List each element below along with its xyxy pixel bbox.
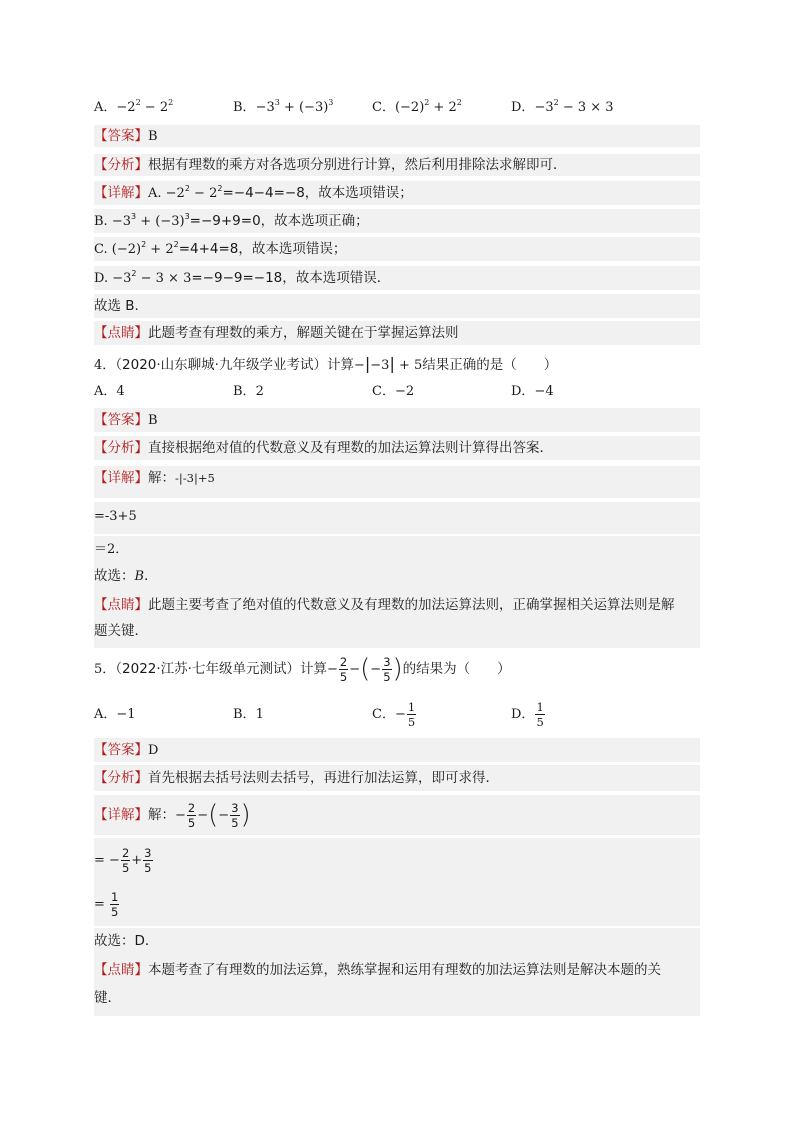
fraction — [110, 890, 119, 919]
comment-tag: 【点睛】 — [94, 597, 148, 613]
detail-text: =−9−9=−18，故本选项错误． — [191, 270, 391, 286]
question-math: − — [353, 358, 365, 373]
question-stem-tail: 结果正确的是（ ） — [422, 357, 558, 373]
detail-label: 解： — [148, 470, 175, 486]
exponent: 3 — [328, 98, 334, 107]
answer-tag: 【答案】 — [94, 742, 148, 758]
option-value: −1 — [116, 707, 136, 722]
option-expr: −3 — [255, 100, 275, 115]
denominator: 5 — [187, 815, 196, 830]
detail-prefix: C. — [94, 242, 112, 257]
detail-math: ＝2． — [94, 542, 129, 557]
denominator: 5 — [111, 904, 119, 919]
detail-math: −3 — [111, 214, 131, 229]
denominator: 5 — [231, 815, 239, 830]
exponent: 2 — [141, 240, 147, 249]
q4-detail-3 — [94, 536, 700, 564]
conclusion-text: 故选 B. — [94, 298, 139, 314]
numerator: 2 — [121, 845, 130, 860]
option-value: −2 — [394, 384, 415, 399]
answer-value: D — [148, 743, 159, 758]
exponent: 2 — [135, 98, 141, 107]
exponent: 3 — [184, 212, 190, 221]
detail-math: + 2 — [146, 242, 174, 257]
detail-text: =−9+9=0，故本选项正确； — [189, 213, 369, 229]
exponent: 2 — [131, 269, 137, 278]
option-letter: C． — [372, 707, 395, 722]
q3-answer — [94, 125, 700, 147]
option-expr: − 2 — [140, 100, 169, 115]
q3-comment — [94, 321, 700, 345]
comment-text: 本题考查了有理数的加法运算，熟练掌握和运用有理数的加法运算法则是解决本题的关 — [148, 962, 661, 978]
plus-sign: + — [131, 853, 143, 868]
option-letter: B． — [233, 100, 256, 115]
numerator: 2 — [339, 654, 348, 669]
denominator: 5 — [339, 669, 348, 684]
detail-math: − 3 × 3 — [136, 271, 192, 286]
detail-math: −2 — [165, 186, 185, 201]
conclusion-text: 故选：D． — [94, 933, 159, 949]
q4-option-c — [372, 382, 414, 402]
q5-options — [94, 698, 700, 732]
analysis-tag: 【分析】 — [94, 440, 148, 456]
comment-text: 此题主要考查了绝对值的代数意义及有理数的加法运算法则，正确掌握相关运算法则是解 — [148, 597, 675, 613]
denominator: 5 — [407, 715, 416, 729]
option-sign: − — [394, 707, 406, 722]
option-value: −4 — [534, 384, 554, 399]
detail-math: −3 — [112, 271, 132, 286]
q3-detail-b — [94, 209, 700, 233]
minus-sign: − — [218, 808, 230, 823]
fraction — [535, 700, 544, 729]
option-letter: A． — [94, 100, 117, 115]
option-expr: + (−3) — [279, 100, 329, 115]
q4-analysis — [94, 436, 700, 460]
comment-text: 键． — [94, 990, 121, 1006]
detail-tag: 【详解】 — [94, 807, 148, 823]
q3-option-d — [511, 98, 614, 118]
exponent: 2 — [173, 240, 179, 249]
exponent: 3 — [274, 98, 280, 107]
left-paren: ( — [208, 800, 219, 830]
answer-value: B — [148, 129, 158, 144]
option-letter: B． — [233, 707, 256, 722]
analysis-text: 直接根据绝对值的代数意义及有理数的加法运算法则计算得出答案． — [148, 440, 553, 456]
detail-prefix: D. — [94, 271, 113, 286]
q5-detail-3 — [94, 882, 700, 926]
analysis-text: 首先根据去括号法则去括号，再进行加法运算，即可求得． — [148, 770, 499, 786]
equals-sign: = — [94, 853, 105, 868]
denominator: 5 — [121, 860, 130, 875]
detail-math: -|-3|+5 — [175, 471, 215, 485]
q5-conclusion — [94, 928, 700, 954]
minus-sign: − — [326, 662, 338, 677]
numerator: 3 — [231, 800, 239, 815]
option-expr: (−2) — [394, 100, 425, 115]
numerator: 1 — [536, 700, 544, 714]
question-source: （2022·江苏·七年级单元测试）计算 — [115, 661, 327, 677]
q4-comment — [94, 590, 700, 648]
q3-detail-c — [94, 237, 700, 261]
q3-option-a — [94, 98, 173, 118]
detail-tag: 【详解】 — [94, 185, 148, 201]
exponent: 2 — [217, 184, 223, 193]
abs-bar-right: | — [389, 354, 395, 373]
denominator: 5 — [383, 669, 391, 684]
detail-text: =4+4=8，故本选项错误； — [178, 241, 347, 257]
option-value: 2 — [255, 384, 264, 399]
minus-sign: − — [370, 662, 382, 677]
q5-detail-1 — [94, 795, 700, 835]
denominator: 5 — [144, 860, 152, 875]
minus-sign: − — [175, 808, 186, 823]
q4-conclusion — [94, 564, 700, 590]
conclusion-text: ． — [144, 568, 158, 584]
numerator: 3 — [144, 845, 152, 860]
abs-bar-left: | — [364, 354, 371, 373]
option-value: 4 — [116, 384, 125, 399]
detail-prefix: B. — [94, 214, 112, 229]
numerator: 1 — [407, 700, 416, 714]
question-math: + 5 — [394, 358, 423, 373]
q5-option-a — [94, 698, 136, 732]
option-expr: −2 — [116, 100, 136, 115]
fraction — [143, 846, 152, 875]
detail-text: =−4−4=−8，故本选项错误； — [222, 185, 413, 201]
q3-detail-a — [94, 181, 700, 205]
analysis-text: 根据有理数的乘方对各选项分别进行计算，然后利用排除法求解即可． — [148, 157, 567, 173]
comment-text: 此题考查有理数的乘方，解题关键在于掌握运算法则 — [148, 325, 459, 341]
q3-option-b — [233, 98, 333, 118]
detail-math: + (−3) — [136, 214, 185, 229]
answer-value: B — [148, 413, 158, 428]
option-letter: A． — [94, 384, 117, 399]
q3-detail-d — [94, 266, 700, 290]
q3-conclusion — [94, 294, 700, 318]
minus-sign: − — [197, 808, 209, 823]
right-paren: ) — [240, 800, 251, 830]
q5-answer — [94, 738, 700, 762]
q4-stem — [94, 352, 700, 376]
question-number: 4． — [94, 358, 116, 373]
numerator: 1 — [111, 889, 119, 904]
minus-sign: − — [349, 662, 361, 677]
q5-option-c — [372, 698, 417, 732]
option-letter: C． — [372, 384, 395, 399]
detail-label: 解： — [148, 807, 175, 823]
q3-analysis — [94, 154, 700, 176]
analysis-tag: 【分析】 — [94, 157, 148, 173]
numerator: 2 — [187, 800, 196, 815]
answer-tag: 【答案】 — [94, 128, 148, 144]
option-letter: D． — [511, 100, 535, 115]
analysis-tag: 【分析】 — [94, 770, 148, 786]
fraction — [382, 655, 391, 684]
option-letter: C． — [372, 100, 395, 115]
option-letter: D． — [511, 707, 535, 722]
q5-analysis — [94, 765, 700, 791]
q4-detail-2 — [94, 502, 700, 534]
comment-tag: 【点睛】 — [94, 325, 148, 341]
numerator: 3 — [383, 654, 391, 669]
fraction — [339, 655, 348, 684]
right-paren: ) — [392, 654, 403, 684]
detail-math: =-3+5 — [94, 509, 137, 524]
answer-tag: 【答案】 — [94, 412, 148, 428]
option-letter: B． — [233, 384, 256, 399]
q4-option-d — [511, 382, 554, 402]
exponent: 2 — [553, 98, 559, 107]
left-paren: ( — [360, 654, 371, 684]
detail-math: (−2) — [111, 242, 142, 257]
comment-tag: 【点睛】 — [94, 962, 148, 978]
detail-prefix: A. — [148, 186, 166, 201]
q5-stem — [94, 652, 700, 686]
detail-tag: 【详解】 — [94, 470, 148, 486]
option-letter: A． — [94, 707, 117, 722]
option-letter: D． — [511, 384, 535, 399]
fraction — [407, 700, 416, 729]
q4-answer — [94, 408, 700, 432]
exponent: 2 — [456, 98, 462, 107]
q4-option-a — [94, 382, 125, 402]
fraction — [230, 801, 239, 830]
question-source: （2020·山东聊城·九年级学业考试）计算 — [115, 357, 354, 373]
q3-option-c — [372, 98, 462, 118]
q5-option-b — [233, 698, 264, 732]
q4-option-b — [233, 382, 264, 402]
fraction — [187, 801, 196, 830]
exponent: 2 — [184, 184, 190, 193]
question-number: 5． — [94, 662, 116, 677]
option-value: 1 — [255, 707, 264, 722]
fraction — [121, 846, 130, 875]
q5-detail-2 — [94, 838, 700, 882]
option-expr: + 2 — [429, 100, 457, 115]
option-expr: − 3 × 3 — [558, 100, 614, 115]
denominator: 5 — [536, 715, 544, 729]
conclusion-letter: B — [134, 569, 145, 584]
minus-sign: − — [104, 853, 120, 868]
question-stem-tail: 的结果为（ ） — [402, 661, 511, 677]
question-math: −3 — [370, 358, 390, 373]
conclusion-text: 故选： — [94, 568, 135, 584]
q5-option-d — [511, 698, 546, 732]
exponent: 3 — [131, 212, 137, 221]
option-expr: −3 — [534, 100, 554, 115]
exponent: 2 — [424, 98, 430, 107]
equals-sign: = — [94, 897, 110, 912]
q5-comment — [94, 954, 700, 1016]
comment-text: 题关键． — [94, 623, 148, 639]
q4-detail-1 — [94, 466, 700, 498]
exponent: 2 — [168, 98, 174, 107]
detail-math: − 2 — [189, 186, 218, 201]
